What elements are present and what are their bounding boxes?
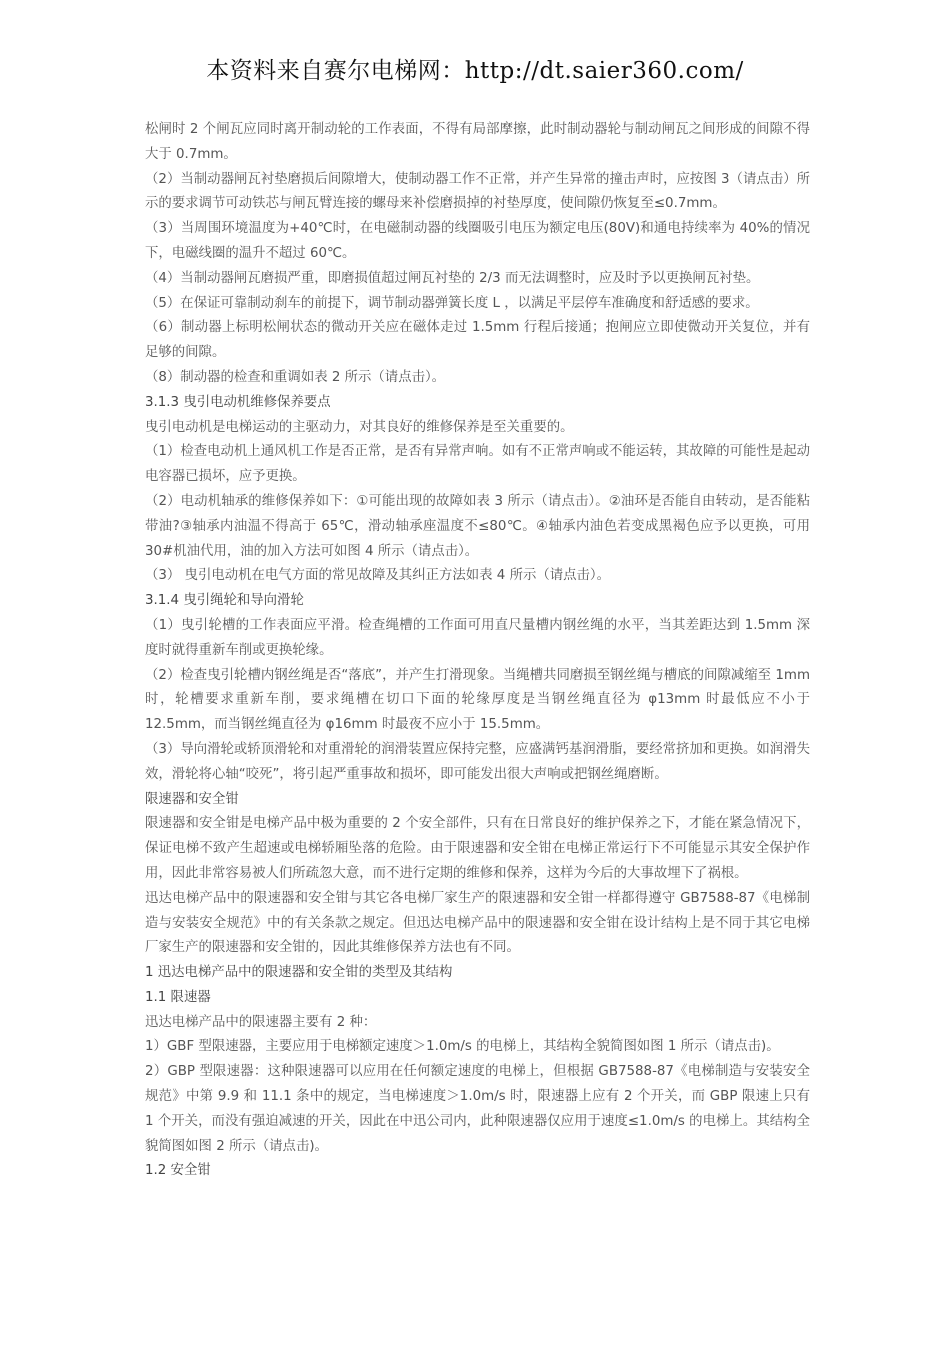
section-heading: 3.1.4 曳引绳轮和导向滑轮 <box>145 593 304 609</box>
paragraph: （2）检查曳引轮槽内钢丝绳是否“落底”，并产生打滑现象。当绳槽共同磨损至钢丝绳与槽底的间隙减缩至 1mm 时，轮槽要求重新车削，要求绳槽在切口下面的轮缘厚度是当钢丝绳直径为 φ13mm 时最低应不小于 12.5mm，而当钢丝绳直径为 φ16mm 时最夜不应小于 15.5mm。 <box>145 667 810 733</box>
section-heading: 1.1 限速器 <box>145 989 211 1005</box>
paragraph: 限速器和安全钳是电梯产品中极为重要的 2 个安全部件，只有在日常良好的维护保养之下，才能在紧急情况下，保证电梯不致产生超速或电梯轿厢坠落的危险。由于限速器和安全钳在电梯正常运行下不可能显示其安全保护作用，因此非常容易被人们所疏忽大意，而不进行定期的维修和保养，这样为今后的大事故埋下了祸根。 <box>145 816 810 881</box>
paragraph: （4）当制动器闸瓦磨损严重，即磨损值超过闸瓦衬垫的 2/3 而无法调整时，应及时予以更换闸瓦衬垫。 <box>145 270 760 286</box>
paragraph: （2）电动机轴承的维修保养如下：①可能出现的故障如表 3 所示（请点击）。②油环是否能自由转动，是否能粘带油?③轴承内油温不得高于 65℃，滑动轴承座温度不≤80℃。④轴承内油色若变成黑褐色应予以更换，可用 30#机油代用，油的加入方法可如图 4 所示（请点击）。 <box>145 493 810 559</box>
paragraph: 迅达电梯产品中的限速器主要有 2 种： <box>145 1014 377 1030</box>
paragraph: （2）当制动器闸瓦衬垫磨损后间隙增大，使制动器工作不正常，并产生异常的撞击声时，应按图 3（请点击）所示的要求调节可动铁芯与闸瓦臂连接的螺母来补偿磨损掉的衬垫厚度，使间隙仍恢复至≤0.7mm。 <box>145 171 810 212</box>
paragraph: （8）制动器的检查和重调如表 2 所示（请点击）。 <box>145 369 446 385</box>
paragraph: （6）制动器上标明松闸状态的微动开关应在磁体走过 1.5mm 行程后接通；抱闸应立即使微动开关复位，并有足够的间隙。 <box>145 320 810 361</box>
paragraph: 2）GBP 型限速器：这种限速器可以应用在任何额定速度的电梯上，但根据 GB7588-87《电梯制造与安装安全规范》中第 9.9 和 11.1 条中的规定，当电梯速度＞1.0m/s 时，限速器上应有 2 个开关，而 GBP 限速上只有 1 个开关，而没有强迫减速的开关，因此在中迅公司内，此种限速器仅应用于速度≤1.0m/s 的电梯上。其结构全貌简图如图 2 所示（请点击)。 <box>145 1064 810 1154</box>
section-heading: 3.1.3 曳引电动机维修保养要点 <box>145 394 331 410</box>
document-body <box>145 118 810 1184</box>
paragraph: （3） 曳引电动机在电气方面的常见故障及其纠正方法如表 4 所示（请点击）。 <box>145 568 610 584</box>
paragraph: （5）在保证可靠制动刹车的前提下，调节制动器弹簧长度 L ，以满足平层停车准确度和舒适感的要求。 <box>145 295 759 311</box>
paragraph: 松闸时 2 个闸瓦应同时离开制动轮的工作表面，不得有局部摩擦，此时制动器轮与制动闸瓦之间形成的间隙不得大于 0.7mm。 <box>145 122 810 162</box>
paragraph: 1）GBF 型限速器，主要应用于电梯额定速度＞1.0m/s 的电梯上，其结构全貌简图如图 1 所示（请点击)。 <box>145 1039 780 1055</box>
section-heading: 1.2 安全钳 <box>145 1163 211 1179</box>
paragraph: （1）曳引轮槽的工作表面应平滑。检查绳槽的工作面可用直尺量槽内钢丝绳的水平，当其差距达到 1.5mm 深度时就得重新车削或更换轮缘。 <box>145 617 810 658</box>
paragraph: （1）检查电动机上通风机工作是否正常，是否有异常声响。如有不正常声响或不能运转，其故障的可能性是起动电容器已损坏，应予更换。 <box>145 444 810 485</box>
page-header-source: 本资料来自赛尔电梯网：http://dt.saier360.com/ <box>206 58 744 84</box>
section-heading: 限速器和安全钳 <box>145 791 239 807</box>
paragraph: 曳引电动机是电梯运动的主驱动力，对其良好的维修保养是至关重要的。 <box>145 419 574 435</box>
paragraph: 迅达电梯产品中的限速器和安全钳与其它各电梯厂家生产的限速器和安全钳一样都得遵守 GB7588-87《电梯制造与安装安全规范》中的有关条款之规定。但迅达电梯产品中的限速器和安全钳在设计结构上是不同于其它电梯厂家生产的限速器和安全钳的，因此其维修保养方法也有不同。 <box>145 890 810 956</box>
paragraph: （3）当周围环境温度为+40℃时，在电磁制动器的线圈吸引电压为额定电压(80V)和通电持续率为 40%的情况下，电磁线圈的温升不超过 60℃。 <box>145 221 810 261</box>
section-heading: 1 迅达电梯产品中的限速器和安全钳的类型及其结构 <box>145 965 453 981</box>
paragraph: （3）导向滑轮或轿顶滑轮和对重滑轮的润滑装置应保持完整，应盛满钙基润滑脂，要经常挤加和更换。如润滑失效，滑轮将心轴“咬死”，将引起严重事故和损坏，即可能发出很大声响或把钢丝绳磨断。 <box>145 741 810 782</box>
